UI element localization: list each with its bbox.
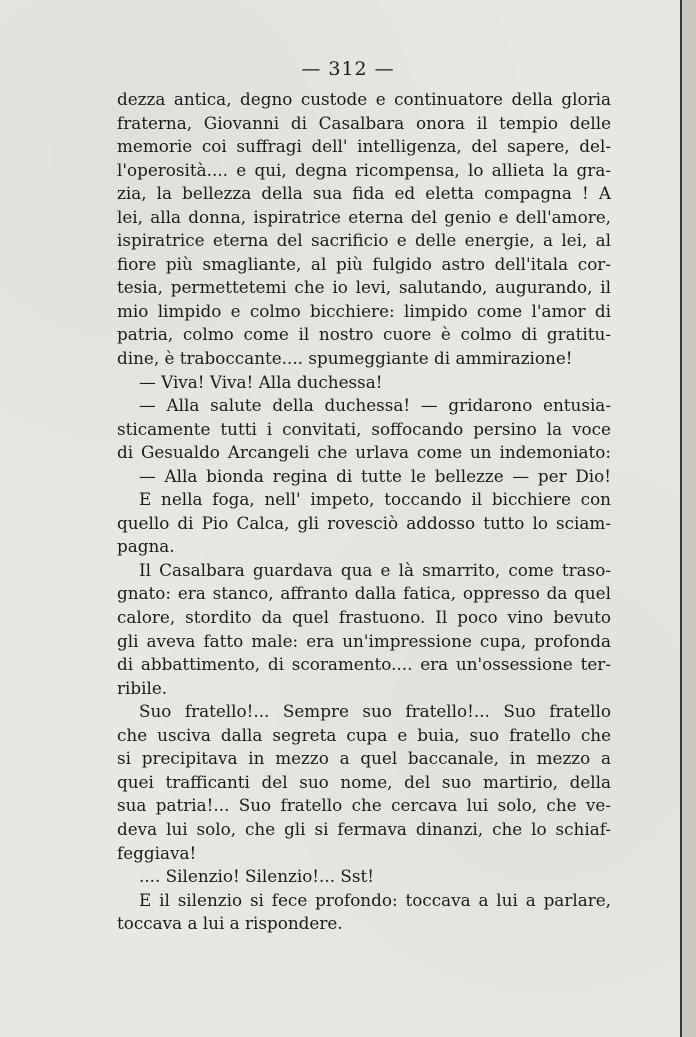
text-line: patria, colmo come il nostro cuore è colmo di gratitu- [117, 324, 611, 345]
paragraph-start-line: E nella foga, nell' impeto, toccando il bicchiere con [139, 489, 611, 510]
text-line: fiore più smagliante, al più fulgido astro dell'itala cor- [117, 253, 611, 274]
text-line: di abbattimento, di scoramento.... era un'ossessione ter- [117, 654, 611, 675]
text-line: lei, alla donna, ispiratrice eterna del genio e dell'amore, [117, 206, 611, 227]
text-line: sua patria!... Suo fratello che cercava lui solo, che ve- [117, 795, 611, 816]
text-line: gli aveva fatto male: era un'impressione cupa, profonda [117, 630, 611, 651]
text-line: calore, stordito da quel frastuono. Il poco vino bevuto [117, 607, 611, 628]
text-line: quello di Pio Calca, gli rovesciò addosso tutto lo sciam- [117, 512, 611, 533]
text-line: quei trafficanti del suo nome, del suo martirio, della [117, 771, 611, 792]
text-line: l'operosità.... e qui, degna ricompensa, lo allieta la gra- [117, 159, 611, 180]
dialogue-line: .... Silenzio! Silenzio!... Sst! [139, 866, 374, 887]
text-line: ispiratrice eterna del sacrificio e delle energie, a lei, al [117, 230, 611, 251]
text-line: di Gesualdo Arcangeli che urlava come un indemoniato: [117, 442, 611, 463]
page-number: — 312 — [301, 58, 395, 80]
text-line: zia, la bellezza della sua fida ed eletta compagna ! A [117, 183, 611, 204]
text-line: dine, è traboccante.... spumeggiante di ammirazione! [117, 348, 573, 369]
text-line: si precipitava in mezzo a quel baccanale, in mezzo a [117, 748, 611, 769]
text-line: memorie coi suffragi dell' intelligenza, del sapere, del- [117, 136, 611, 157]
text-line: ribile. [117, 677, 168, 698]
text-line: tesia, permettetemi che io levi, salutando, augurando, il [117, 277, 611, 298]
paragraph-start-line: Suo fratello!... Sempre suo fratello!... Suo fratello [139, 701, 611, 722]
text-line: sticamente tutti i convitati, soffocando persino la voce [117, 418, 611, 439]
text-line: gnato: era stanco, affranto dalla fatica, oppresso da quel [117, 583, 611, 604]
text-line: pagna. [117, 536, 175, 557]
dialogue-line: — Viva! Viva! Alla duchessa! [139, 371, 383, 392]
paragraph-start-line: E il silenzio si fece profondo: toccava a lui a parlare, [139, 889, 611, 910]
dialogue-line: — Alla bionda regina di tutte le bellezze — per Dio! [139, 465, 611, 486]
text-line: feggiava! [117, 842, 197, 863]
text-line: che usciva dalla segreta cupa e buia, suo fratello che [117, 724, 611, 745]
paragraph-start-line: Il Casalbara guardava qua e là smarrito, come traso- [139, 559, 611, 580]
text-line: dezza antica, degno custode e continuatore della gloria [117, 89, 611, 109]
text-line: deva lui solo, che gli si fermava dinanzi, che lo schiaf- [117, 818, 611, 839]
body-text [117, 88, 611, 936]
dialogue-line: — Alla salute della duchessa! — gridarono entusia- [139, 395, 611, 416]
text-line: toccava a lui a rispondere. [117, 913, 343, 934]
text-line: fraterna, Giovanni di Casalbara onora il tempio delle [117, 112, 611, 133]
text-line: mio limpido e colmo bicchiere: limpido come l'amor di [117, 300, 611, 321]
page-edge-shadow [680, 0, 696, 1037]
